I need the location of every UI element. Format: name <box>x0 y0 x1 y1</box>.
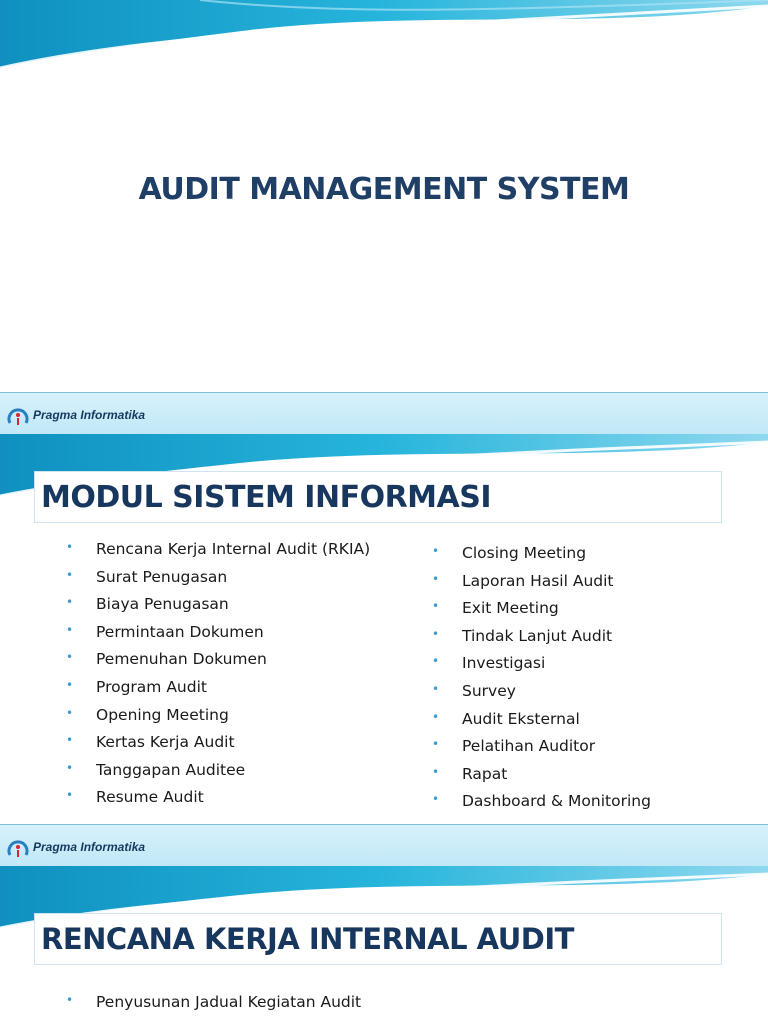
bullet-icon: • <box>432 737 440 752</box>
bullet-icon: • <box>432 709 440 724</box>
slide-title: RENCANA KERJA INTERNAL AUDIT <box>41 922 574 956</box>
bullet-icon: • <box>66 567 74 582</box>
list-item: • Rapat <box>432 764 508 783</box>
bullet-icon: • <box>432 792 440 807</box>
bullet-icon: • <box>432 654 440 669</box>
list-item: • Laporan Hasil Audit <box>432 571 614 590</box>
list-item: • Surat Penugasan <box>66 567 228 586</box>
top-wave-decoration <box>0 0 768 80</box>
bullet-icon: • <box>66 705 74 720</box>
list-item: • Survey <box>432 681 516 700</box>
list-item: • Dashboard & Monitoring <box>432 792 651 811</box>
bullet-icon: • <box>66 595 74 610</box>
bullet-icon: • <box>432 544 440 558</box>
bullet-icon: • <box>66 622 74 637</box>
bullet-icon: • <box>66 540 74 554</box>
list-item: • Exit Meeting <box>432 599 559 618</box>
bullet-icon: • <box>432 571 440 586</box>
list-item: • Biaya Penugasan <box>66 595 229 614</box>
presentation-title: AUDIT MANAGEMENT SYSTEM <box>138 172 630 207</box>
list-item: • Tindak Lanjut Audit <box>432 626 613 645</box>
list-item: • Permintaan Dokumen <box>66 622 264 641</box>
brand-logo <box>6 835 145 859</box>
list-item: • Tanggapan Auditee <box>66 760 246 779</box>
slide-title <box>0 0 768 392</box>
brand-name: Pragma Informatika <box>33 840 146 854</box>
brand-name: Pragma Informatika <box>33 408 146 422</box>
pragma-logo-icon <box>6 835 30 859</box>
slide-title-box <box>34 913 722 965</box>
list-item: • Investigasi <box>432 654 546 673</box>
list-item: • Rencana Kerja Internal Audit (RKIA) <box>66 540 371 558</box>
bullet-icon: • <box>66 993 74 1007</box>
bullet-icon: • <box>66 650 74 665</box>
bullet-icon: • <box>432 764 440 779</box>
rkia-list <box>66 993 362 1020</box>
bullet-icon: • <box>432 599 440 614</box>
bullet-icon: • <box>66 677 74 692</box>
list-item: • Opening Meeting <box>66 705 229 724</box>
bullet-icon: • <box>66 733 74 748</box>
slide-modules <box>0 434 768 824</box>
pragma-logo-icon <box>6 403 30 427</box>
slide-title: MODUL SISTEM INFORMASI <box>41 480 492 515</box>
list-item: • Kertas Kerja Audit <box>66 733 235 752</box>
footer-bar <box>0 824 768 867</box>
bullet-icon: • <box>432 681 440 696</box>
list-item: • Pelatihan Auditor <box>432 737 596 756</box>
bullet-icon: • <box>66 760 74 775</box>
bullet-icon: • <box>66 788 74 803</box>
list-item: • Program Audit <box>66 677 207 696</box>
slide-title-box <box>34 471 722 523</box>
bullet-icon: • <box>432 626 440 641</box>
brand-logo <box>6 403 145 427</box>
footer-bar <box>0 392 768 435</box>
list-item: • Pemenuhan Dokumen <box>66 650 267 669</box>
module-list-left <box>66 540 371 816</box>
slide-rkia <box>0 866 768 1024</box>
list-item: • Audit Eksternal <box>432 709 580 728</box>
module-list-right <box>432 544 651 820</box>
list-item: • Penyusunan Jadual Kegiatan Audit <box>66 993 362 1011</box>
list-item: • Closing Meeting <box>432 544 587 562</box>
list-item: • Resume Audit <box>66 788 204 807</box>
